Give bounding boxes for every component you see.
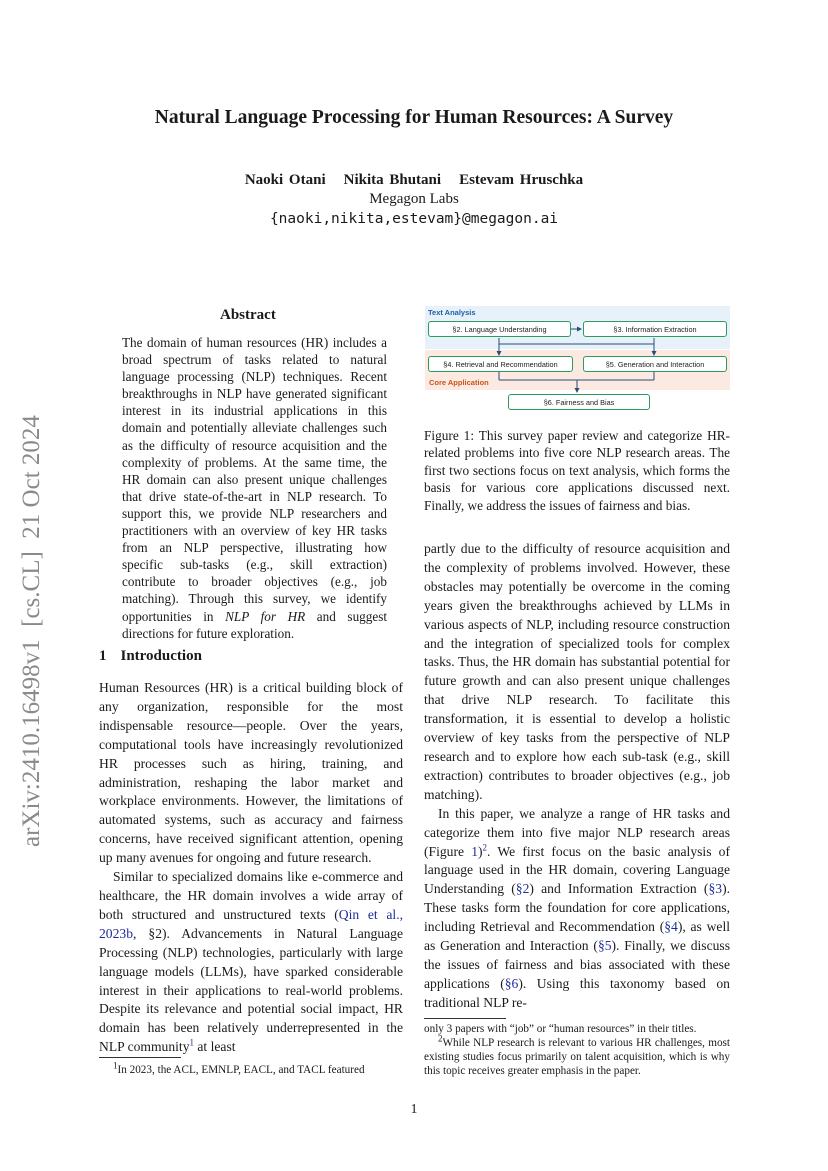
- footnote-ref-1[interactable]: 1: [189, 1037, 194, 1048]
- footnote-ref-2[interactable]: 2: [482, 841, 488, 852]
- abstract-text: The domain of human resources (HR) includes a broad spectrum of tasks related to natural language processing (NLP) techniques. Recent breakthroughs in NLP have generated significant interest in its industrial applications in this domain and potentially alleviate challenges such as the difficulty of resource acquisition and the complexity of problems. At the same time, the HR domain can also present unique challenges that drive state-of-the-art in NLP research. To support this, we provide NLP researchers and practitioners with an overview of key HR tasks from an NLP perspective, illustrating how specific sub-tasks (e.g., skill extraction) contribute to broader objectives (e.g., job matching). Through this survey, we identify opportunities in NLP for HR and suggest directions for future exploration.: [122, 335, 387, 641]
- abstract-heading: Abstract: [220, 307, 276, 323]
- affiliation: Megagon Labs: [369, 191, 459, 207]
- box-retrieval-recommendation: §4. Retrieval and Recommendation: [428, 356, 573, 372]
- box-generation-interaction: §5. Generation and Interaction: [583, 356, 727, 372]
- page-number: 1: [410, 1102, 418, 1117]
- intro-paragraph-3: partly due to the difficulty of resource acquisition and the complexity of problems involved. However, these obstacles may potentially be overcome in the coming years given the breakthroughs achieved by LLMs in various aspects of NLP, including resource construction and the integration of specialized tools for complex tasks. Thus, the HR domain has substantial potential for future growth and can also present unique challenges that drive NLP research. To facilitate this transformation, it is essential to develop a holistic overview of key tasks from the perspective of NLP research and to explore how each sub-task (e.g., skill extraction) contributes to broader objectives (e.g., job matching).: [424, 541, 730, 802]
- paper-title: Natural Language Processing for Human Resources: A Survey: [154, 107, 674, 128]
- core-application-label: Core Application: [429, 378, 489, 387]
- right-column-body: [424, 540, 730, 1013]
- author-name: Nikita Bhutani: [343, 172, 442, 188]
- intro-paragraph-2: Similar to specialized domains like e-commerce and healthcare, the HR domain involves a wide array of both structured and unstructured texts (Qin et al., 2023b, §2). Advancements in Natural Language Processing (NLP) technologies, particularly with large language models (LLMs), have sparked considerable interest in their applications to real-world problems. Despite its relevance and potential social impact, HR domain has been relatively underrepresented in the NLP community$^1$ at least: [99, 869, 404, 1055]
- author-list: [0, 172, 828, 189]
- section-link-4[interactable]: §4: [664, 919, 678, 935]
- abstract-emphasis: NLP for HR: [225, 608, 306, 624]
- intro-paragraph-1: Human Resources (HR) is a critical building block of any organization, responsible for the most indispensable resource—people. Over the years, computational tools have increasingly revolutionized HR processes such as hiring, training, and administration, reshaping the labor market and workplace environments. However, the limitations of automated systems, such as accuracy and fairness concerns, have received significant attention, opening up many avenues for ongoing and future research.: [99, 680, 403, 866]
- left-column-body: [99, 679, 403, 1057]
- figure-1-diagram: [425, 306, 730, 421]
- footnote-rule-right: [424, 1018, 506, 1019]
- section-link-6[interactable]: §6: [504, 975, 519, 991]
- author-name: Naoki Otani: [244, 172, 326, 188]
- footnote-1-continued: only 3 papers with “job” or “human resources” in their titles.: [424, 1023, 697, 1035]
- author-email: {naoki,nikita,estevam}@megagon.ai: [269, 211, 559, 227]
- figure-ref-link[interactable]: 1: [471, 843, 478, 859]
- footnote-rule-left: [99, 1057, 181, 1058]
- intro-paragraph-4: In this paper, we analyze a range of HR tasks and categorize them into five major NLP research areas (Figure 1)$^2$. We first focus on the basic analysis of language used in the HR domain, covering Language Understanding (§2) and Information Extraction (§3). These tasks form the foundation for core applications, including Retrieval and Recommendation (§4), as well as Generation and Interaction (§5). Finally, we discuss the issues of fairness and bias associated with these applications (§6). Using this taxonomy based on traditional NLP re-: [424, 805, 731, 1010]
- footnote-1: $^1$In 2023, the ACL, EMNLP, EACL, and TACL featured: [113, 1060, 365, 1076]
- box-fairness-bias: §6. Fairness and Bias: [508, 394, 650, 410]
- box-language-understanding: §2. Language Understanding: [428, 321, 571, 337]
- author-name: Estevam Hruschka: [459, 172, 584, 188]
- section-heading-introduction: 1 Introduction: [99, 648, 202, 664]
- footnote-2: $^2$While NLP research is relevant to various HR challenges, most existing studies focus primarily on talent acquisition, which is why this topic receives greater emphasis in the paper.: [424, 1033, 730, 1077]
- section-link-3[interactable]: §3: [708, 881, 723, 897]
- arxiv-stamp: arXiv:2410.16498v1 [cs.CL] 21 Oct 2024: [18, 415, 45, 847]
- text-analysis-label: Text Analysis: [428, 308, 476, 317]
- citation-link-qin-2023b[interactable]: Qin et al., 2023b: [99, 906, 404, 941]
- section-link-5[interactable]: §5: [597, 938, 612, 954]
- box-information-extraction: §3. Information Extraction: [583, 321, 727, 337]
- section-link-2[interactable]: §2: [515, 881, 530, 897]
- figure-1-caption: Figure 1: This survey paper review and categorize HR-related problems into five core NLP research areas. The first two sections focus on text analysis, which forms the basis for various core applications discussed next. Finally, we address the issues of fairness and bias.: [424, 428, 730, 513]
